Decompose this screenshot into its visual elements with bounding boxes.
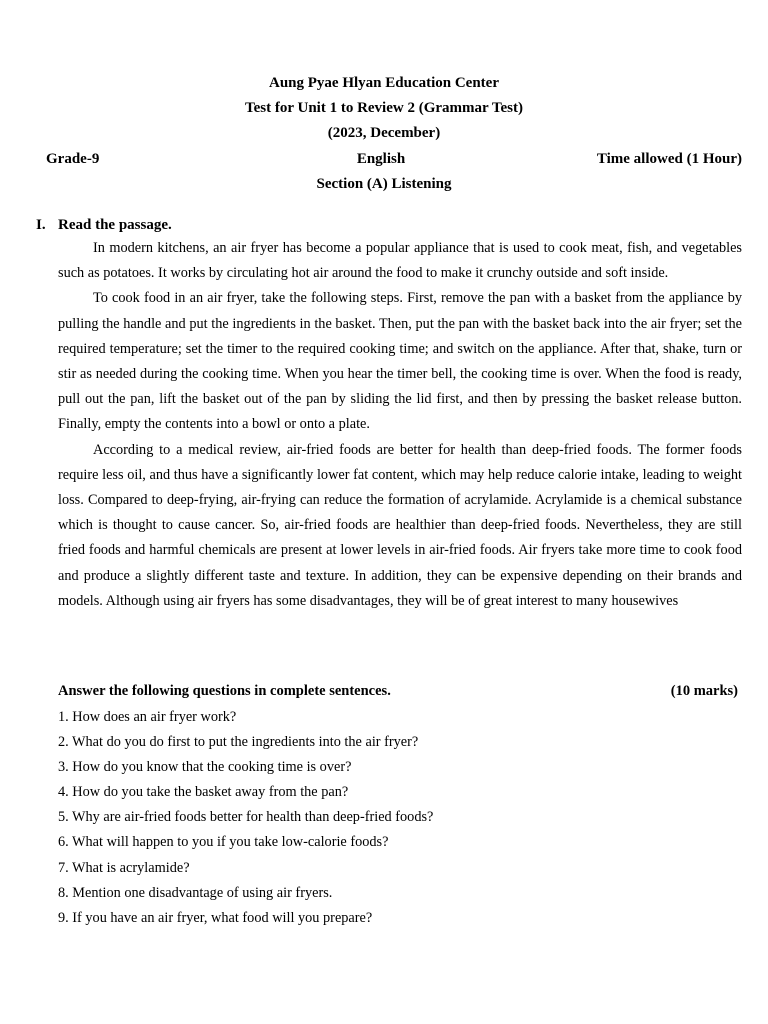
test-title: Test for Unit 1 to Review 2 (Grammar Test) — [244, 100, 524, 116]
marks-label: (10 marks) — [670, 683, 738, 699]
question-item: 8. Mention one disadvantage of using air fryers. — [58, 884, 333, 901]
question-list — [58, 705, 433, 931]
passage-paragraph: To cook food in an air fryer, take the following steps. First, remove the pan with a basket from the appliance by pulling the handle and put the ingredients in the basket. Then, put the pan with the basket back into the air fryer; set the required temperature; set the timer to the required cooking time; and switch on the appliance. After that, shake, turn or stir as needed during the cooking time. When you hear the timer bell, the cooking time is over. When the food is ready, pull out the pan, lift the basket out of the pan by sliding the lid first, and then by pressing the basket release button. Finally, empty the contents into a bowl or onto a plate. — [58, 290, 742, 433]
question-item: 7. What is acrylamide? — [58, 859, 190, 876]
questions-instruction: Answer the following questions in complete sentences. — [58, 683, 391, 699]
question-item: 4. How do you take the basket away from the pan? — [58, 784, 349, 801]
part-heading — [36, 216, 172, 234]
part-instruction: Read the passage. — [58, 217, 172, 233]
section-title: Section (A) Listening — [316, 176, 452, 192]
test-date: (2023, December) — [327, 125, 441, 141]
question-item: 1. How does an air fryer work? — [58, 709, 237, 725]
question-item: 2. What do you do first to put the ingredients into the air fryer? — [58, 734, 419, 751]
questions-heading — [58, 682, 738, 700]
subject-label: English — [356, 151, 406, 167]
question-item: 9. If you have an air fryer, what food will you prepare? — [58, 909, 373, 926]
grade-label: Grade-9 — [46, 151, 100, 167]
exam-info-row — [0, 150, 768, 168]
institution-name: Aung Pyae Hlyan Education Center — [268, 75, 499, 91]
question-item: 6. What will happen to you if you take low-calorie foods? — [58, 834, 389, 851]
passage-paragraph: In modern kitchens, an air fryer has become a popular appliance that is used to cook meat, fish, and vegetables such as potatoes. It works by circulating hot air around the food to make it crunchy outside and soft inside. — [58, 240, 742, 282]
time-allowed-label: Time allowed (1 Hour) — [596, 151, 742, 167]
question-item: 3. How do you know that the cooking time is over? — [58, 759, 352, 776]
reading-passage — [58, 236, 742, 614]
part-number: I. — [36, 217, 46, 233]
passage-paragraph: According to a medical review, air-fried foods are better for health than deep-fried foods. The former foods require less oil, and thus have a significantly lower fat content, which may help reduce calorie intake, leading to weight loss. Compared to deep-frying, air-frying can reduce the formation of acrylamide. Acrylamide is a chemical substance which is thought to cause cancer. So, air-fried foods are healthier than deep-fried foods. Nevertheless, they are still fried foods and harmful chemicals are present at lower levels in air-fried foods. Air fryers take more time to cook food and produce a slightly different taste and texture. In addition, they can be expensive depending on their brands and models. Although using air fryers has some disadvantages, they will be of great interest to many housewives — [58, 441, 742, 609]
question-item: 5. Why are air-fried foods better for health than deep-fried foods? — [58, 809, 434, 826]
